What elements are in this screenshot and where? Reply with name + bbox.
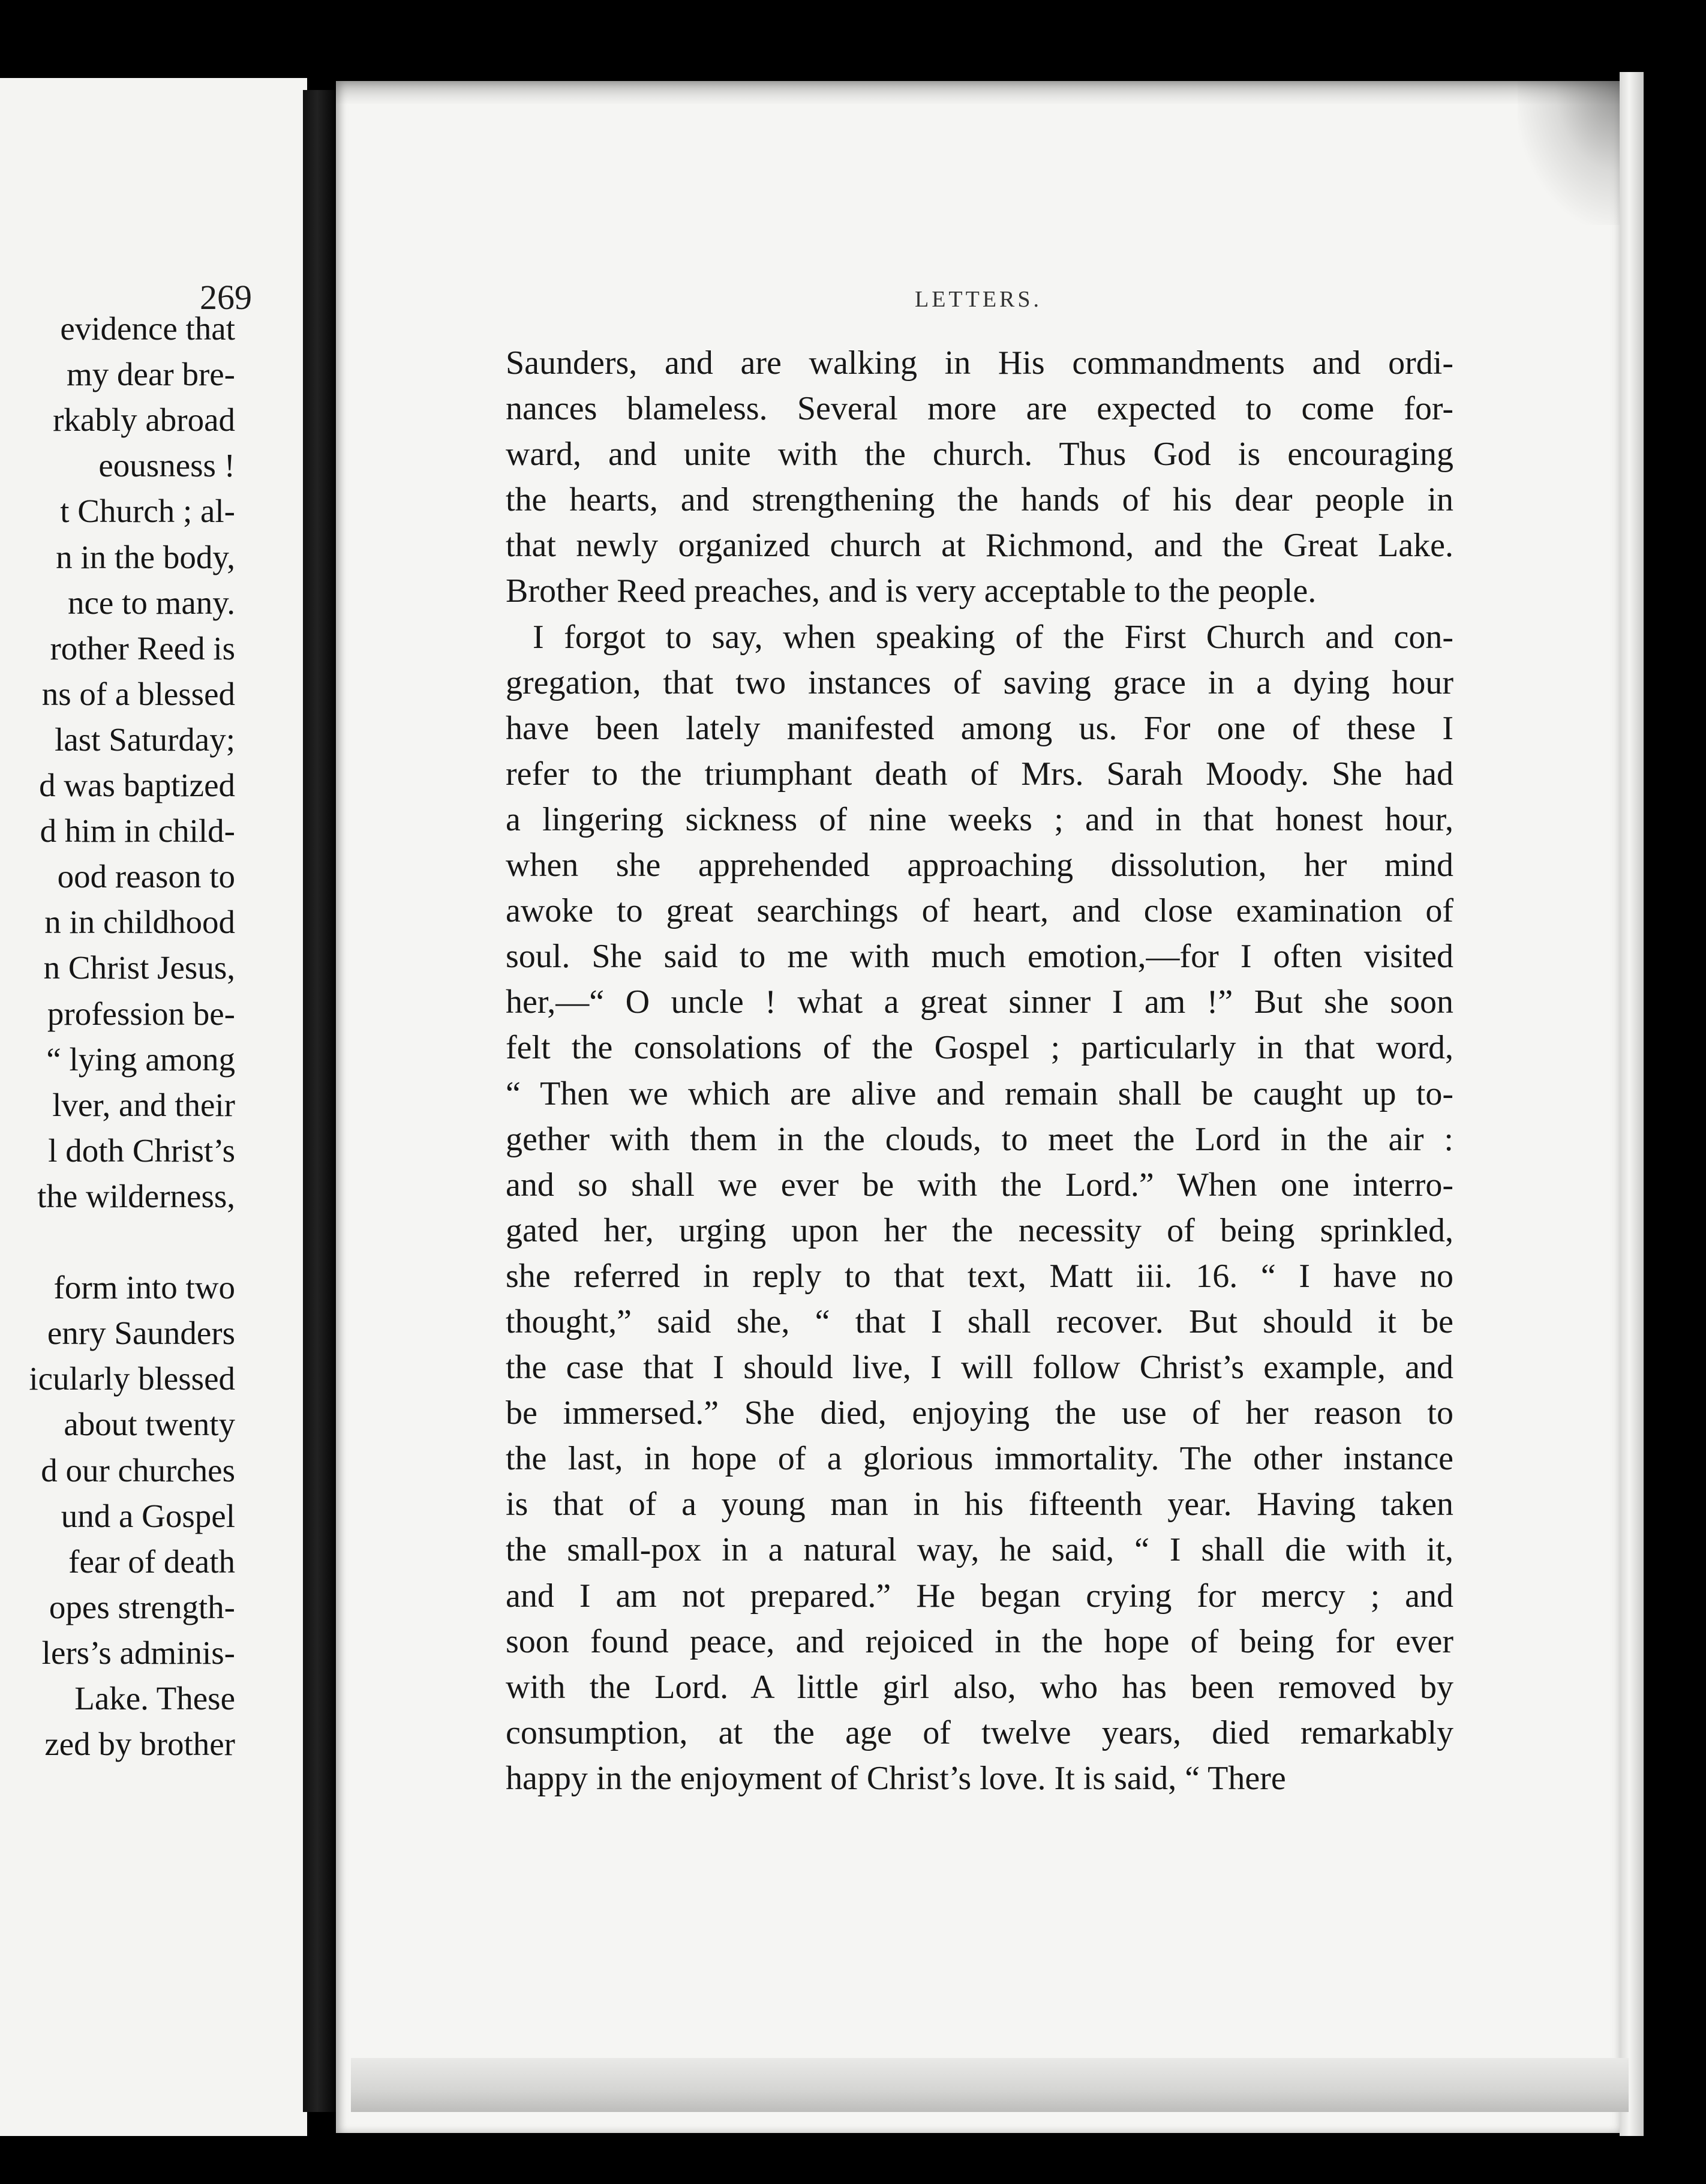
left-page-line: eousness !: [98, 447, 235, 484]
body-line: refer to the triumphant death of Mrs. Sarah Moody. She had: [506, 755, 1453, 793]
body-line: a lingering sickness of nine weeks ; and in that honest hour,: [506, 800, 1453, 838]
body-line: when she apprehended approaching dissolution, her mind: [506, 847, 1453, 884]
left-page-line: about twenty: [64, 1406, 235, 1443]
left-page-line: ood reason to: [57, 858, 235, 895]
left-page-line: evidence that: [60, 310, 235, 347]
left-page-line: my dear bre-: [67, 356, 235, 393]
body-line: and I am not prepared.” He began crying for mercy ; and: [506, 1577, 1453, 1615]
left-page-line: zed by brother: [44, 1726, 235, 1763]
body-line: she referred in reply to that text, Matt iii. 16. “ I have no: [506, 1257, 1453, 1295]
left-page-line: last Saturday;: [55, 721, 235, 758]
left-page-line: form into two: [53, 1269, 235, 1306]
left-page-line: opes strength-: [49, 1588, 235, 1625]
left-page-line: t Church ; al-: [60, 493, 235, 530]
body-line: felt the consolations of the Gospel ; particularly in that word,: [506, 1029, 1453, 1067]
page-number: 269: [200, 278, 252, 317]
left-page-line: enry Saunders: [47, 1315, 235, 1352]
left-page-line: profession be-: [47, 995, 235, 1032]
body-line: Brother Reed preaches, and is very acceptable to the people.: [506, 572, 1317, 610]
body-line: thought,” said she, “ that I shall recover. But should it be: [506, 1303, 1453, 1340]
body-line: with the Lord. A little girl also, who has been removed by: [506, 1668, 1453, 1706]
left-page-line: icularly blessed: [29, 1360, 235, 1397]
left-page-line: l doth Christ’s: [48, 1132, 235, 1169]
body-line: the last, in hope of a glorious immortality. The other instance: [506, 1440, 1453, 1478]
body-line: happy in the enjoyment of Christ’s love. It is said, “ There: [506, 1759, 1286, 1797]
body-line: “ Then we which are alive and remain shall be caught up to-: [506, 1075, 1453, 1112]
left-page-line: fear of death: [68, 1543, 235, 1580]
left-page-line: d our churches: [41, 1451, 235, 1489]
body-line: gregation, that two instances of saving grace in a dying hour: [506, 664, 1453, 701]
body-line: and so shall we ever be with the Lord.” When one interro-: [506, 1166, 1453, 1204]
left-page-line: Lake. These: [74, 1680, 235, 1717]
left-page-line: d him in child-: [40, 812, 235, 850]
body-line: that newly organized church at Richmond, and the Great Lake.: [506, 527, 1453, 565]
body-line: her,—“ O uncle ! what a great sinner I am !” But she soon: [506, 983, 1453, 1021]
page-top-shadow: [336, 81, 1620, 105]
body-line: the small-pox in a natural way, he said, “ I shall die with it,: [506, 1531, 1453, 1569]
left-page: [0, 78, 307, 2136]
left-page-line: n in the body,: [56, 538, 235, 575]
left-page-line: “ lying among: [46, 1040, 235, 1078]
page-corner-shadow: [1518, 81, 1620, 225]
left-page-line: n in childhood: [44, 904, 235, 941]
left-page-line: und a Gospel: [61, 1497, 235, 1534]
book-gutter: [303, 90, 339, 2112]
page-bottom-edge: [351, 2058, 1629, 2112]
body-line: ward, and unite with the church. Thus God is encouraging: [506, 436, 1453, 473]
left-page-line: the wilderness,: [37, 1177, 235, 1214]
body-text: [506, 340, 1453, 1801]
left-page-line: ns of a blessed: [41, 675, 235, 712]
left-page-line: nce to many.: [68, 584, 235, 621]
body-line: be immersed.” She died, enjoying the use of her reason to: [506, 1394, 1453, 1432]
body-line: have been lately manifested among us. For one of these I: [506, 709, 1453, 747]
body-line: awoke to great searchings of heart, and close examination of: [506, 892, 1453, 930]
body-line: I forgot to say, when speaking of the First Church and con-: [533, 618, 1453, 656]
body-line: gated her, urging upon her the necessity of being sprinkled,: [506, 1211, 1453, 1249]
left-page-line: n Christ Jesus,: [43, 949, 235, 986]
left-page-line: rkably abroad: [53, 401, 235, 439]
body-line: Saunders, and are walking in His commandments and ordi-: [506, 344, 1453, 382]
body-line: the case that I should live, I will follow Christ’s example, and: [506, 1349, 1453, 1387]
body-line: consumption, at the age of twelve years, died remarkably: [506, 1714, 1453, 1751]
body-line: nances blameless. Several more are expected to come for-: [506, 390, 1453, 428]
page-edge: [1620, 72, 1644, 2136]
running-header: LETTERS.: [915, 287, 1043, 312]
body-line: is that of a young man in his fifteenth year. Having taken: [506, 1486, 1453, 1523]
left-page-line: lver, and their: [52, 1086, 235, 1123]
body-line: soul. She said to me with much emotion,—for I often visited: [506, 938, 1453, 976]
body-line: gether with them in the clouds, to meet the Lord in the air :: [506, 1120, 1453, 1158]
left-page-line: lers’s adminis-: [41, 1634, 235, 1671]
left-page-line: [0, 1219, 235, 1265]
body-line: soon found peace, and rejoiced in the hope of being for ever: [506, 1622, 1453, 1660]
body-line: the hearts, and strengthening the hands of his dear people in: [506, 481, 1453, 519]
left-page-line: rother Reed is: [50, 629, 235, 667]
left-page-line: d was baptized: [39, 767, 235, 803]
